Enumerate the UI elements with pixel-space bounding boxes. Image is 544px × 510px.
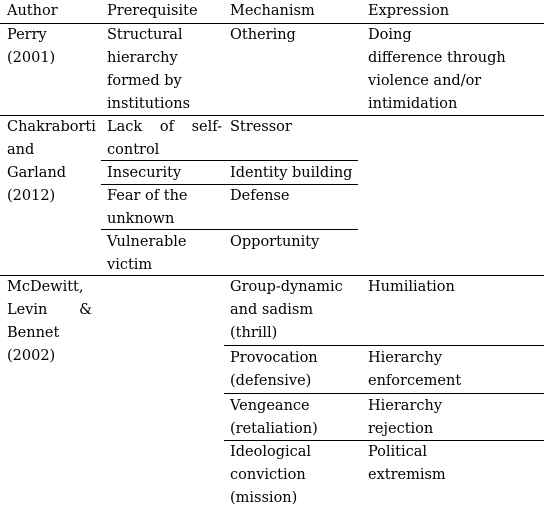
row-perry-prerequisite: Structural hierarchy formed by institutions bbox=[107, 27, 191, 112]
row-chakraborti-mech-3: Defense bbox=[230, 188, 290, 204]
row-perry-author: Perry (2001) bbox=[7, 27, 56, 66]
header-author: Author bbox=[7, 3, 58, 19]
header-prerequisite: Prerequisite bbox=[107, 3, 198, 19]
row-mcdewitt-author-l2: Levin & bbox=[7, 302, 92, 318]
row-chakraborti-prereq-4: Vulnerable victim bbox=[107, 234, 187, 273]
row-mcdewitt-author-l1: McDewitt, bbox=[7, 279, 84, 295]
row-chakraborti-prereq-1-cont: control bbox=[107, 142, 160, 158]
sub-rule-4 bbox=[224, 345, 544, 346]
row-chakraborti-prereq-2: Insecurity bbox=[107, 165, 182, 181]
row-perry-expression: Doing difference through violence and/or intimidation bbox=[368, 27, 506, 112]
row-mcdewitt-expr-1: Humiliation bbox=[368, 279, 455, 295]
row-mcdewitt-mech-4: Ideological conviction (mission) bbox=[230, 444, 312, 506]
row-mcdewitt-mech-3: Vengeance (retaliation) bbox=[230, 398, 318, 437]
row-chakraborti-prereq-3: Fear of the unknown bbox=[107, 188, 188, 227]
row-chakraborti-mech-2: Identity building bbox=[230, 165, 353, 181]
row-chakraborti-mech-1: Stressor bbox=[230, 119, 292, 135]
header-expression: Expression bbox=[368, 3, 450, 19]
row-mcdewitt-mech-1: Group-dynamic and sadism (thrill) bbox=[230, 279, 343, 341]
row-mcdewitt-expr-3: Hierarchy rejection bbox=[368, 398, 443, 437]
row-chakraborti-prereq-1: Lack of self- bbox=[107, 119, 222, 135]
row-mcdewitt-expr-4: Political extremism bbox=[368, 444, 446, 483]
row-chakraborti-mech-4: Opportunity bbox=[230, 234, 320, 250]
row-mcdewitt-expr-2: Hierarchy enforcement bbox=[368, 350, 462, 389]
sub-rule-3 bbox=[101, 229, 358, 230]
header-mechanism: Mechanism bbox=[230, 3, 315, 19]
sub-rule-5 bbox=[224, 393, 544, 394]
row-perry-mechanism: Othering bbox=[230, 27, 296, 43]
row-mcdewitt-mech-2: Provocation (defensive) bbox=[230, 350, 318, 389]
row-chakraborti-author: Chakraborti and Garland (2012) bbox=[7, 119, 96, 204]
sub-rule-1 bbox=[101, 160, 358, 161]
row-mcdewitt-author-l3: Bennet (2002) bbox=[7, 325, 60, 364]
